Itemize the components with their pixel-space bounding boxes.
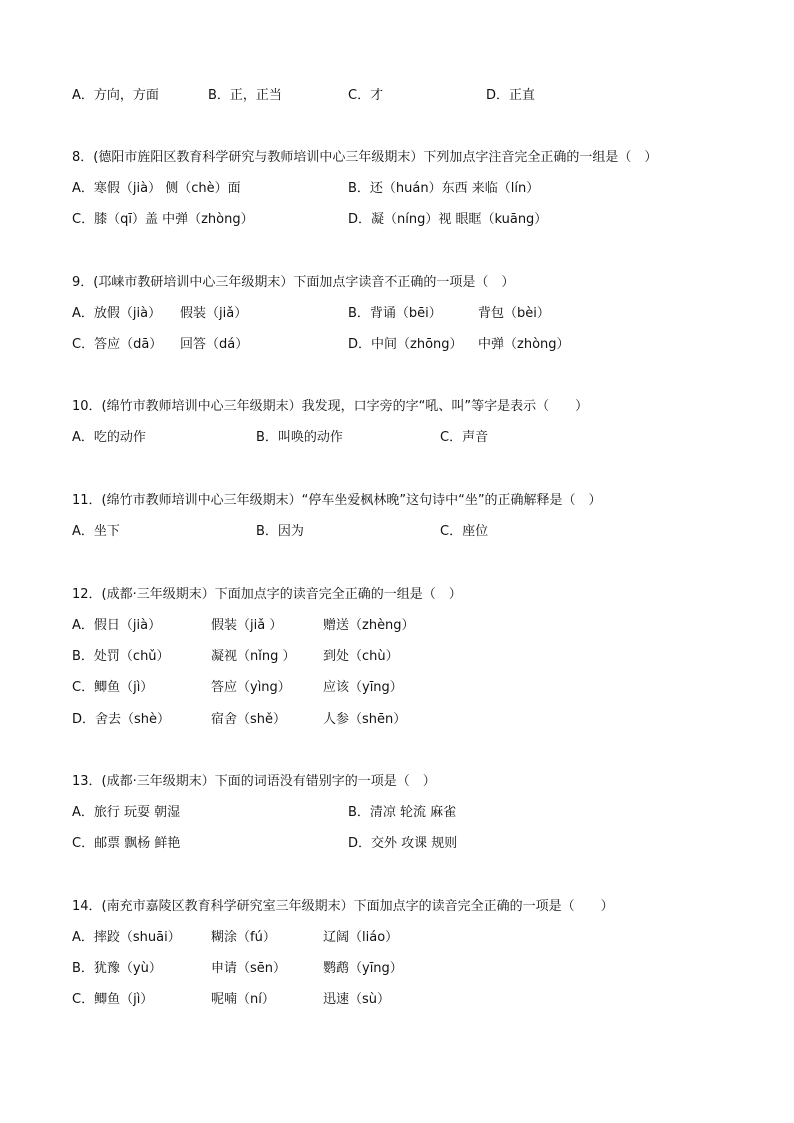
option-c-extra: 回答（dá）	[180, 337, 249, 352]
option-b: B．处罚（chǔ）	[72, 649, 170, 664]
option-b: B．犹豫（yù）	[72, 961, 162, 976]
option-word-2: 答应（yìng）	[211, 680, 291, 695]
option-a: A．假日（jià）	[72, 618, 162, 633]
option-b: B．因为	[256, 524, 304, 539]
option-word-2: 凝视（nǐng ）	[211, 649, 296, 664]
option-d: D．凝（níng）视 眼眶（kuāng）	[348, 212, 548, 227]
option-b: B．叫唤的动作	[256, 430, 343, 445]
question-stem: 11．(绵竹市教师培训中心三年级期末）“停车坐爱枫林晚”这句诗中“坐”的正确解释是（ ）	[72, 493, 602, 508]
option-c: C．邮票 飘杨 鲜艳	[72, 836, 181, 851]
option-c: C．座位	[440, 524, 489, 539]
question-stem: 10．(绵竹市教师培训中心三年级期末）我发现，口字旁的字“吼、叫”等字是表示（ ）	[72, 399, 589, 414]
option-d: D．交外 攻课 规则	[348, 836, 458, 851]
option-c: C．声音	[440, 430, 489, 445]
option-c: C．鲫鱼（jì）	[72, 680, 154, 695]
option-a: A．摔跤（shuāi）	[72, 930, 181, 945]
option-b: B．正，正当	[208, 88, 282, 103]
option-c: C．鲫鱼（jì）	[72, 992, 154, 1007]
question-stem: 12．(成都·三年级期末）下面加点字的读音完全正确的一组是（ ）	[72, 587, 462, 602]
option-d: D．中间（zhōng）	[348, 337, 463, 352]
option-word-3: 鹦鹉（yīng）	[323, 961, 403, 976]
question-stem: 14．(南充市嘉陵区教育科学研究室三年级期末）下面加点字的读音完全正确的一项是（ ）	[72, 899, 614, 914]
option-word-2: 宿舍（shě）	[211, 712, 287, 727]
option-word-3: 应该（yīng）	[323, 680, 403, 695]
option-d: D．正直	[486, 88, 536, 103]
option-c: C．答应（dā）	[72, 337, 163, 352]
question-stem: 9．(邛崃市教研培训中心三年级期末）下面加点字读音不正确的一项是（ ）	[72, 275, 515, 290]
question-stem: 8．(德阳市旌阳区教育科学研究与教师培训中心三年级期末）下列加点字注音完全正确的一组是（ ）	[72, 150, 658, 165]
option-b: B．清凉 轮流 麻雀	[348, 805, 457, 820]
option-b-extra: 背包（bèi）	[478, 306, 550, 321]
option-c: C．膝（qī）盖 中弹（zhòng）	[72, 212, 254, 227]
option-d-extra: 中弹（zhòng）	[478, 337, 570, 352]
option-a: A．方向，方面	[72, 88, 159, 103]
option-a: A．旅行 玩耍 朝湿	[72, 805, 181, 820]
option-word-3: 迅速（sù）	[323, 992, 391, 1007]
option-word-3: 人参（shēn）	[323, 712, 407, 727]
option-a: A．吃的动作	[72, 430, 146, 445]
option-d: D．舍去（shè）	[72, 712, 171, 727]
option-word-2: 申请（sēn）	[211, 961, 287, 976]
option-word-3: 辽阔（liáo）	[323, 930, 399, 945]
question-stem: 13．(成都·三年级期末）下面的词语没有错别字的一项是（ ）	[72, 774, 436, 789]
option-a: A．寒假（jià） 侧（chè）面	[72, 181, 241, 196]
option-c: C．才	[348, 88, 384, 103]
option-word-3: 赠送（zhèng）	[323, 618, 415, 633]
option-a-extra: 假装（jiǎ）	[180, 306, 248, 321]
option-b: B．背诵（bēi）	[348, 306, 442, 321]
option-a: A．放假（jià）	[72, 306, 162, 321]
option-word-2: 糊涂（fú）	[211, 930, 276, 945]
option-word-3: 到处（chù）	[323, 649, 399, 664]
option-word-2: 呢喃（ní）	[211, 992, 275, 1007]
option-a: A．坐下	[72, 524, 120, 539]
option-b: B．还（huán）东西 来临（lín）	[348, 181, 540, 196]
option-word-2: 假装（jiǎ ）	[211, 618, 283, 633]
